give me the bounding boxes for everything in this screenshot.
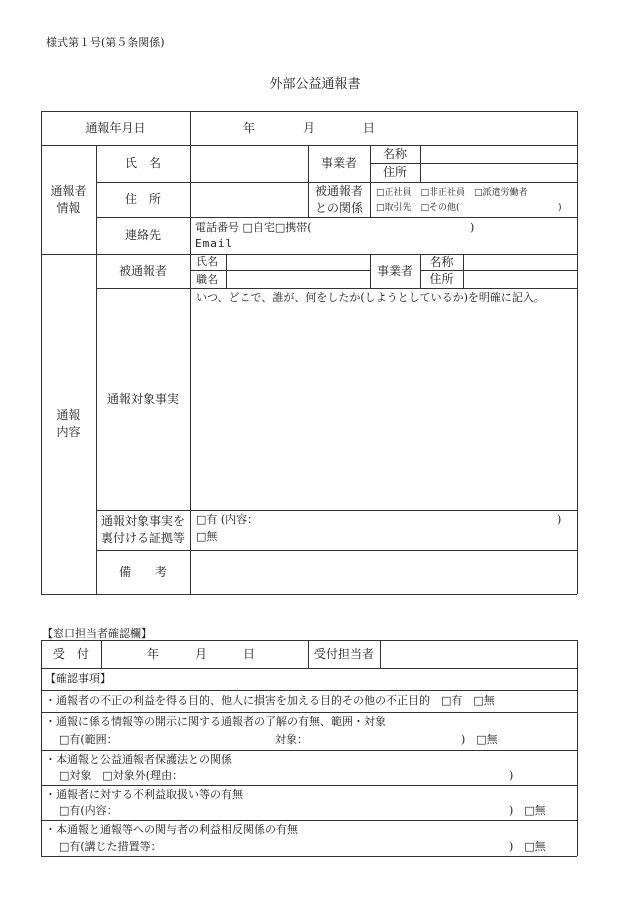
subject-business-name-field[interactable] — [463, 254, 577, 270]
table-rule — [41, 820, 577, 821]
confirm-item-purpose[interactable]: ・通報者の不正の利益を得る目的、他人に損害を加える目的その他の不正目的 □有 □無 — [45, 694, 495, 707]
table-rule — [577, 111, 578, 594]
reporter-contact-label: 連絡先 — [124, 228, 161, 242]
table-rule — [41, 785, 577, 786]
disclosure-no-option[interactable]: ) □無 — [461, 733, 498, 746]
subject-name-field[interactable] — [226, 254, 370, 270]
report-date-label: 通報年月日 — [85, 120, 146, 135]
facts-label: 通報対象事実 — [106, 391, 179, 406]
report-date-field[interactable]: 年 月 日 — [243, 120, 376, 135]
email-field[interactable]: Email — [195, 237, 234, 250]
reporter-address-field[interactable] — [190, 182, 308, 217]
subject-business-address-field[interactable] — [463, 270, 577, 288]
staff-field[interactable] — [380, 640, 577, 668]
conflict-yes-option[interactable]: □有(講じた措置等： — [59, 840, 162, 853]
table-rule — [41, 750, 577, 751]
subject-business-name-label: 名称 — [429, 254, 454, 269]
confirm-item-conflict-title: ・本通報と通報等への関与者の利益相反関係の有無 — [45, 823, 298, 836]
table-rule — [41, 712, 577, 713]
facts-hint: いつ、どこで、誰が、何をしたか(しようとしているか)を明確に記入。 — [196, 291, 545, 304]
reporter-business-address-field[interactable] — [420, 163, 577, 182]
phone-close-paren: ) — [470, 221, 475, 234]
remarks-field[interactable] — [190, 550, 577, 594]
disclosure-target-label: 対象： — [275, 733, 308, 746]
evidence-label: 通報対象事実を 裏付ける証拠等 — [100, 514, 185, 545]
confirm-item-disclosure-title: ・通報に係る情報等の開示に関する通報者の了解の有無、範囲・対象 — [45, 715, 386, 728]
page-title: 外部公益通報書 — [269, 77, 361, 92]
remarks-label: 備 考 — [118, 564, 167, 579]
retaliation-yes-option[interactable]: □有(内容： — [59, 804, 118, 817]
form-id: 様式第１号(第５条関係) — [46, 36, 165, 49]
items-header: 【確認事項】 — [45, 672, 111, 685]
phone-field[interactable]: 電話番号 □自宅□携帯( — [195, 221, 312, 234]
table-rule — [41, 640, 42, 856]
subject-title-label: 職名 — [196, 273, 218, 286]
conflict-no-option[interactable]: ) □無 — [509, 840, 546, 853]
law-close-paren: ) — [509, 769, 514, 782]
reporter-business-name-label: 名称 — [382, 146, 407, 161]
reporter-address-label: 住 所 — [124, 192, 161, 206]
received-label: 受 付 — [52, 646, 89, 661]
relation-options-row2[interactable]: □取引先 □その他( — [376, 203, 460, 213]
reporter-name-field[interactable] — [190, 145, 308, 182]
received-date-field[interactable]: 年 月 日 — [147, 646, 256, 661]
content-section-label: 通報 内容 — [56, 408, 81, 439]
table-rule — [41, 856, 577, 857]
evidence-no-option[interactable]: □無 — [196, 530, 218, 543]
subject-business-label: 事業者 — [376, 263, 413, 278]
table-rule — [41, 668, 577, 669]
relation-options-row1[interactable]: □正社員 □非正社員 □派遣労働者 — [376, 188, 528, 198]
table-rule — [41, 690, 577, 691]
relation-label: 被通報者 との関係 — [314, 183, 363, 215]
relation-close-paren: ) — [558, 203, 562, 213]
retaliation-no-option[interactable]: ) □無 — [509, 804, 546, 817]
reporter-business-name-field[interactable] — [420, 145, 577, 163]
subject-title-field[interactable] — [226, 270, 370, 288]
evidence-close-paren: ) — [557, 513, 562, 526]
confirm-section-title: 【窓口担当者確認欄】 — [42, 627, 152, 640]
staff-label: 受付担当者 — [313, 646, 374, 661]
reporter-business-label: 事業者 — [320, 156, 357, 170]
reporter-business-address-label: 住所 — [382, 165, 407, 179]
subject-label: 被通報者 — [118, 263, 167, 278]
reporter-name-label: 氏 名 — [124, 156, 161, 170]
table-rule — [577, 640, 578, 856]
table-rule — [41, 594, 577, 595]
subject-name-label: 氏名 — [196, 255, 218, 268]
law-options[interactable]: □対象 □対象外(理由： — [59, 769, 184, 782]
confirm-item-retaliation-title: ・通報者に対する不利益取扱い等の有無 — [45, 788, 243, 801]
confirm-item-law-title: ・本通報と公益通報者保護法との関係 — [45, 753, 232, 766]
evidence-yes-option[interactable]: □有 (内容： — [196, 513, 259, 526]
facts-field[interactable] — [190, 306, 577, 510]
subject-business-address-label: 住所 — [429, 271, 454, 286]
reporter-section-label: 通報者 情報 — [50, 183, 87, 215]
disclosure-yes-option[interactable]: □有(範囲： — [59, 733, 118, 746]
